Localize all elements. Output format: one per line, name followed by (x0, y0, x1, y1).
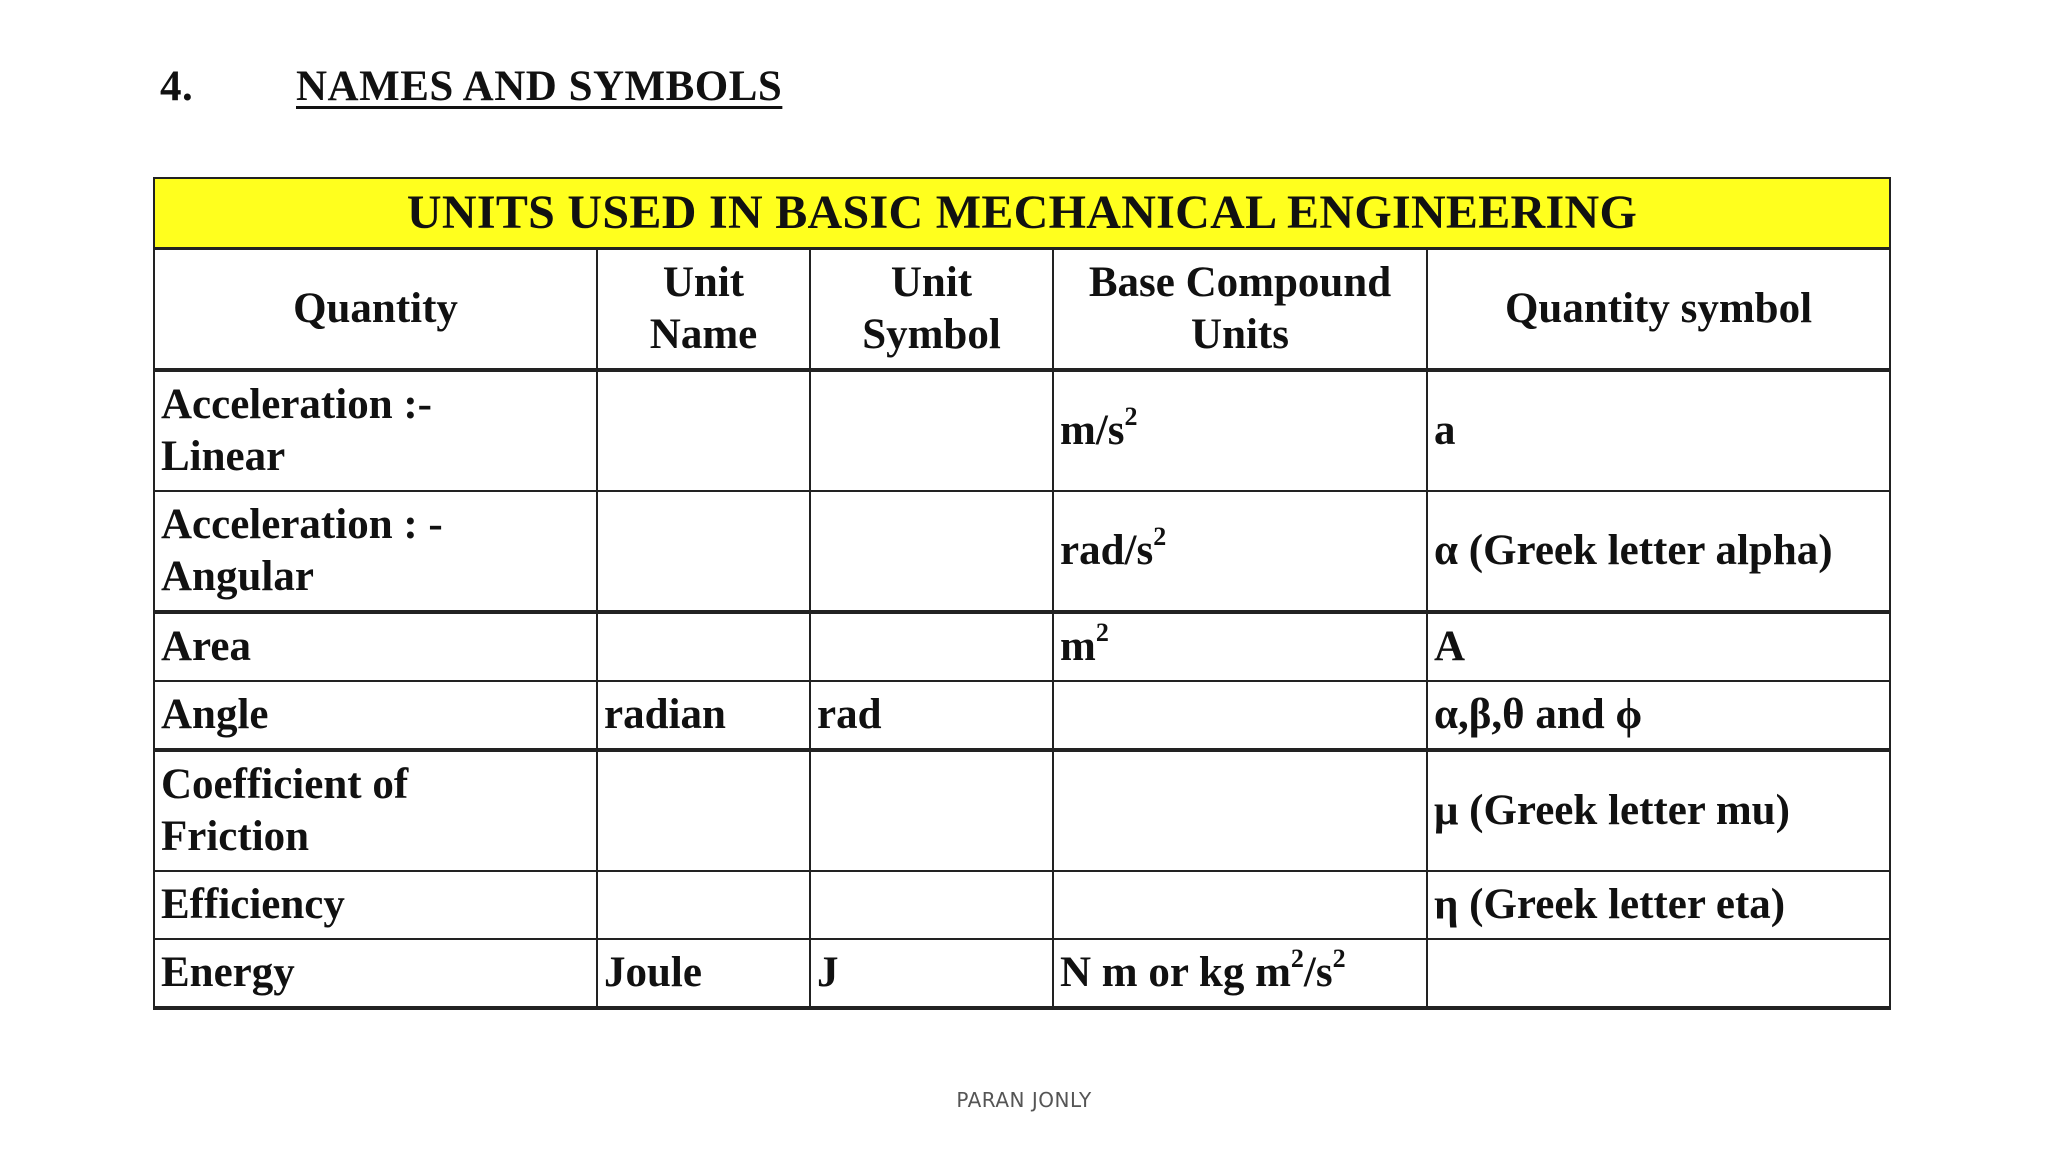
table-header-row (154, 249, 1890, 371)
header-quantity-symbol (1427, 249, 1890, 371)
cell-unit-symbol (810, 871, 1053, 939)
table-row (154, 750, 1890, 871)
quantity-line: Linear (161, 433, 286, 480)
base-units-exponent-2: 2 (1332, 943, 1346, 973)
cell-quantity (154, 939, 597, 1008)
table-row (154, 370, 1890, 491)
header-unit-symbol-line-2: Symbol (862, 311, 1001, 358)
base-units-text: N m or kg m (1060, 949, 1291, 996)
cell-quantity-symbol: α,β,θ and ϕ (1427, 681, 1890, 750)
table-row (154, 491, 1890, 612)
base-units-text: rad/s (1060, 527, 1154, 574)
header-base-units-line-2: Units (1191, 311, 1289, 358)
quantity-line: Efficiency (161, 881, 345, 928)
cell-quantity-symbol: a (1427, 370, 1890, 491)
header-unit-name-line-2: Name (649, 311, 758, 358)
cell-unit-name (597, 491, 810, 612)
cell-quantity-symbol: η (Greek letter eta) (1427, 871, 1890, 939)
cell-quantity (154, 750, 597, 871)
header-unit-name (597, 249, 810, 371)
cell-base-units (1053, 939, 1427, 1008)
section-number: 4. (160, 63, 194, 110)
cell-base-units (1053, 370, 1427, 491)
header-quantity-line-1: Quantity (293, 285, 458, 332)
table-row (154, 681, 1890, 750)
base-units-exponent: 2 (1290, 943, 1304, 973)
cell-unit-symbol: J (810, 939, 1053, 1008)
cell-quantity-symbol: α (Greek letter alpha) (1427, 491, 1890, 612)
cell-unit-name: radian (597, 681, 810, 750)
header-unit-symbol-line-1: Unit (890, 259, 973, 306)
cell-base-units (1053, 750, 1427, 871)
cell-quantity (154, 491, 597, 612)
cell-quantity-symbol (1427, 939, 1890, 1008)
cell-unit-name: Joule (597, 939, 810, 1008)
table-banner-row (154, 178, 1890, 249)
cell-unit-symbol (810, 370, 1053, 491)
quantity-line: Energy (161, 949, 295, 996)
table-row (154, 612, 1890, 681)
header-quantity-symbol-line-1: Quantity symbol (1504, 285, 1813, 332)
header-unit-symbol (810, 249, 1053, 371)
cell-base-units (1053, 612, 1427, 681)
cell-quantity (154, 871, 597, 939)
header-base-compound-units (1053, 249, 1427, 371)
base-units-text: m/s (1060, 407, 1125, 454)
base-units-text: m (1060, 623, 1096, 670)
cell-unit-symbol (810, 612, 1053, 681)
footer-author: PARAN JONLY (956, 1088, 1092, 1112)
cell-unit-name (597, 612, 810, 681)
cell-base-units (1053, 491, 1427, 612)
cell-unit-symbol (810, 750, 1053, 871)
header-unit-name-line-1: Unit (662, 259, 745, 306)
cell-quantity (154, 612, 597, 681)
header-quantity (154, 249, 597, 371)
quantity-line: Area (161, 623, 251, 670)
table-banner: UNITS USED IN BASIC MECHANICAL ENGINEERING (154, 178, 1890, 249)
cell-quantity (154, 370, 597, 491)
section-title: NAMES AND SYMBOLS (296, 63, 783, 110)
quantity-line: Coefficient of (161, 761, 409, 808)
quantity-line: Angular (161, 553, 314, 600)
quantity-line: Friction (161, 813, 310, 860)
cell-base-units (1053, 681, 1427, 750)
cell-unit-name (597, 750, 810, 871)
section-heading (160, 62, 782, 111)
base-units-rest: /s (1303, 949, 1333, 996)
cell-unit-symbol: rad (810, 681, 1053, 750)
table-row (154, 939, 1890, 1008)
cell-quantity-symbol: μ (Greek letter mu) (1427, 750, 1890, 871)
base-units-exponent: 2 (1124, 401, 1138, 431)
cell-unit-name (597, 871, 810, 939)
cell-base-units (1053, 871, 1427, 939)
header-base-units-line-1: Base Compound (1088, 259, 1392, 306)
cell-unit-name (597, 370, 810, 491)
cell-quantity (154, 681, 597, 750)
cell-quantity-symbol: A (1427, 612, 1890, 681)
units-table (153, 177, 1891, 1010)
quantity-line: Angle (161, 691, 269, 738)
table-row (154, 871, 1890, 939)
base-units-exponent: 2 (1095, 617, 1109, 647)
quantity-line: Acceleration :- (161, 381, 432, 428)
base-units-exponent: 2 (1153, 521, 1167, 551)
cell-unit-symbol (810, 491, 1053, 612)
quantity-line: Acceleration : - (161, 501, 443, 548)
